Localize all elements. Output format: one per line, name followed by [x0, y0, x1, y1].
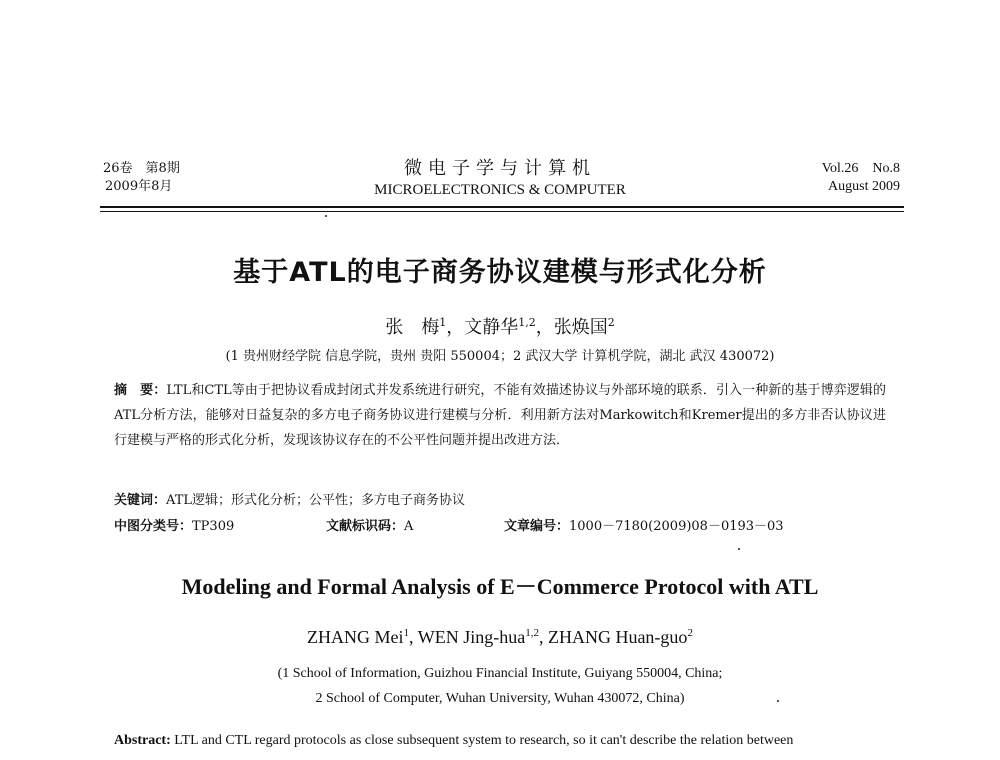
- header-date-cn: 2009年8月: [105, 179, 173, 194]
- article-number: [504, 518, 784, 536]
- abstract-cn: [114, 378, 886, 453]
- header-volume-en: [822, 160, 900, 196]
- document-code-label: 文献标识码：: [326, 519, 405, 534]
- authors-en: [0, 627, 1000, 648]
- author-cn-2: ，文静华: [446, 317, 519, 338]
- author-cn-3: ，张焕国: [535, 317, 608, 338]
- keywords-cn-label: 关键词：: [114, 493, 167, 508]
- journal-name-cn: 微电子学与计算机: [404, 158, 596, 179]
- author-cn-1-sup: 1: [439, 316, 447, 329]
- scan-speck: [738, 548, 740, 550]
- paper-title-cn: 基于ATL的电子商务协议建模与形式化分析: [233, 257, 767, 288]
- abstract-en: [114, 733, 904, 749]
- affiliation-cn: (1 贵州财经学院 信息学院，贵州 贵阳 550004；2 武汉大学 计算机学院，湖北 武汉 430072): [225, 349, 775, 364]
- article-number-value: 1000－7180(2009)08－0193－03: [569, 519, 784, 534]
- document-code: [326, 518, 413, 536]
- header-volume-issue-en: Vol.26 No.8: [821, 161, 900, 176]
- scan-speck: [777, 700, 779, 702]
- author-en-3: , ZHANG Huan-guo: [538, 627, 688, 647]
- author-cn-2-sup: 1,2: [518, 316, 536, 329]
- affiliation-en-line2: 2 School of Computer, Wuhan University, Wuhan 430072, China): [315, 691, 685, 706]
- abstract-en-label: Abstract:: [114, 733, 171, 748]
- paper-title-en: Modeling and Formal Analysis of E－Commerce Protocol with ATL: [181, 574, 819, 599]
- journal-name-en: MICROELECTRONICS & COMPUTER: [374, 182, 626, 198]
- document-code-value: A: [404, 519, 414, 534]
- header-volume-issue-cn: 26卷 第8期: [103, 161, 180, 176]
- clc-value: TP309: [192, 519, 235, 534]
- author-en-1: ZHANG Mei: [307, 627, 404, 647]
- author-en-2-sup: 1,2: [525, 627, 539, 639]
- authors-cn: [0, 313, 1000, 339]
- clc-label: 中图分类号：: [114, 519, 193, 534]
- author-cn-3-sup: 2: [607, 316, 615, 329]
- author-cn-1: 张 梅: [385, 317, 440, 338]
- abstract-cn-label: 摘 要：: [114, 383, 167, 398]
- keywords-cn-text: ATL逻辑；形式化分析；公平性；多方电子商务协议: [166, 493, 465, 508]
- abstract-en-text: LTL and CTL regard protocols as close subsequent system to research, so it can't describe the relation between: [170, 733, 794, 748]
- article-number-label: 文章编号：: [504, 519, 570, 534]
- clc-number: [114, 518, 234, 536]
- author-en-3-sup: 2: [687, 627, 693, 639]
- author-en-1-sup: 1: [403, 627, 410, 639]
- header-rule-thick: [100, 206, 904, 208]
- abstract-cn-text: LTL和CTL等由于把协议看成封闭式并发系统进行研究，不能有效描述协议与外部环境的联系．引入一种新的基于博弈逻辑的ATL分析方法，能够对日益复杂的多方电子商务协议进行建模与分析．利用新方法对Markowitch和Kremer提出的多方非否认协议进行建模与严格的形式化分析，发现该协议存在的不公平性问题并提出改进方法．: [114, 383, 886, 448]
- header-date-en: August 2009: [828, 179, 900, 194]
- header-rule-thin: [100, 211, 904, 212]
- affiliation-en-line1: (1 School of Information, Guizhou Financial Institute, Guiyang 550004, China;: [277, 666, 723, 681]
- scan-speck: [325, 215, 327, 217]
- keywords-cn: [114, 492, 465, 510]
- author-en-2: , WEN Jing-hua: [409, 627, 526, 647]
